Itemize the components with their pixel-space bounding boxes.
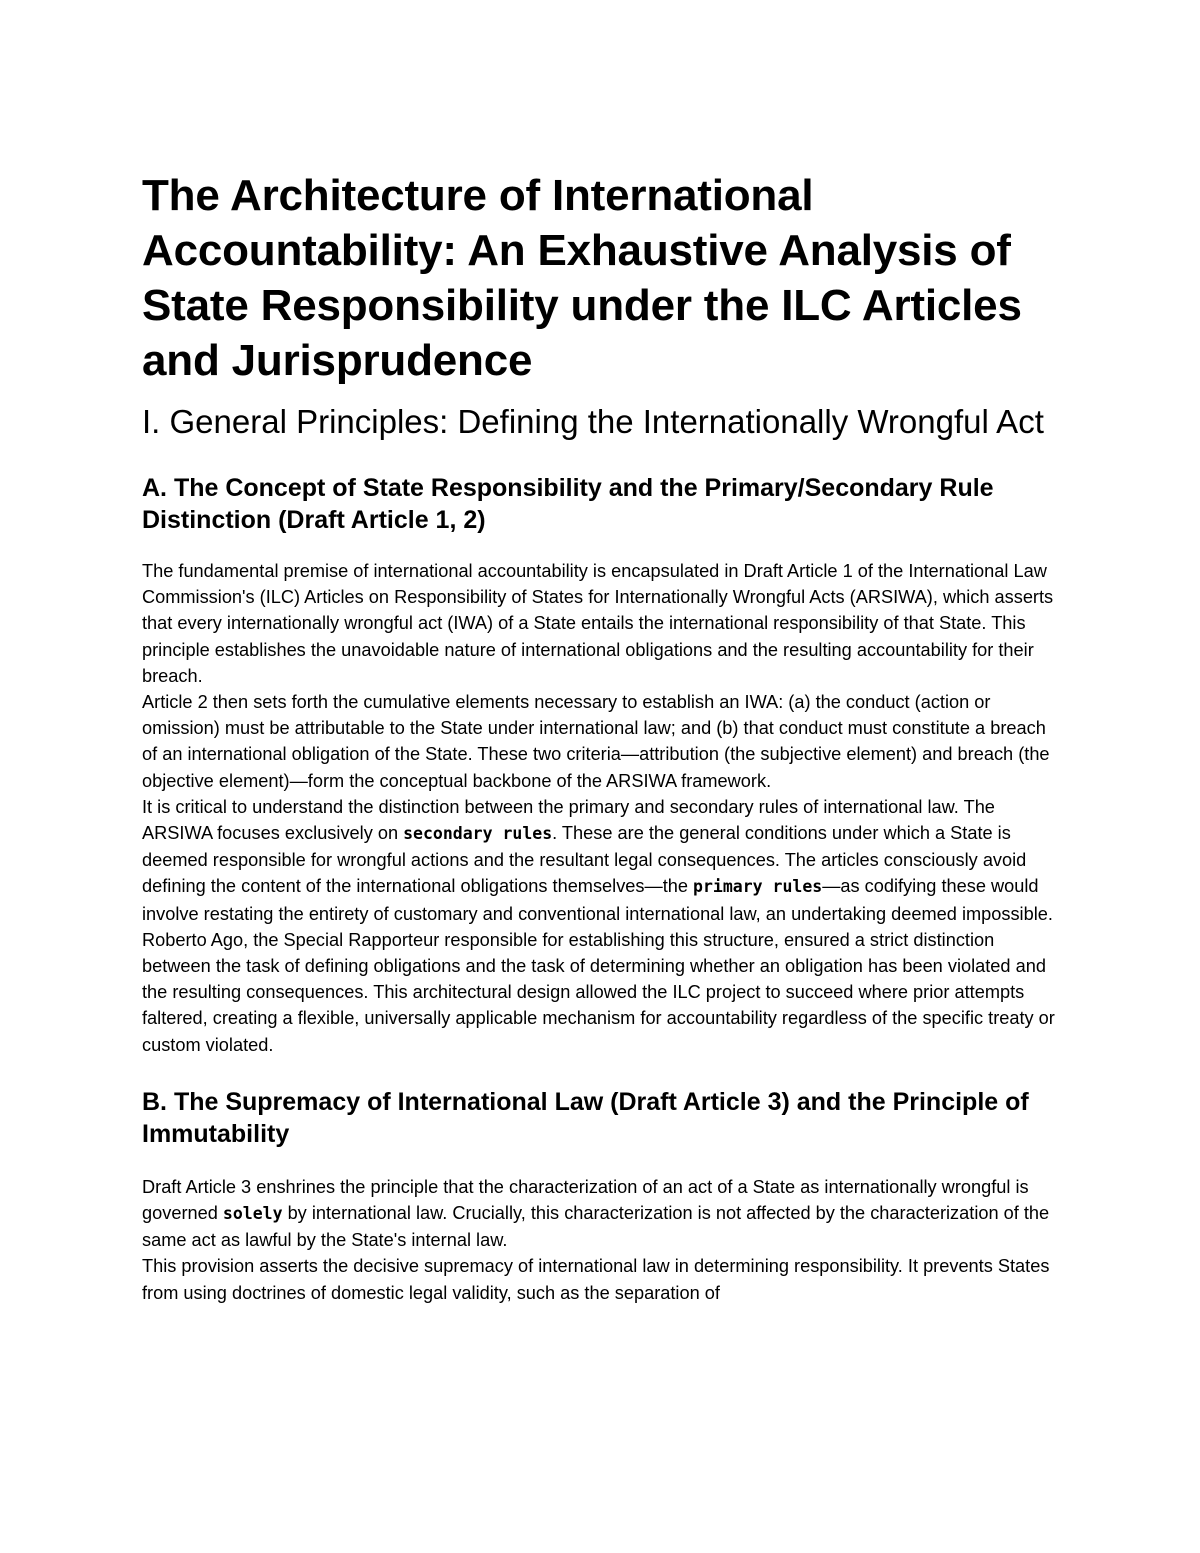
document-title: The Architecture of International Accountability: An Exhaustive Analysis of State Responsibility under the ILC Articles and Jurisprudence (142, 171, 1022, 385)
subsection-heading-a: A. The Concept of State Responsibility and the Primary/Secondary Rule Distinction (Draft Article 1, 2) (142, 474, 994, 534)
paragraph-primary-secondary-rules (142, 794, 1062, 1058)
text-run: It is critical to understand the distinction between the primary and secondary rules of international law. The ARSIWA focuses exclusively on (142, 796, 995, 844)
section-heading-general-principles: I. General Principles: Defining the Internationally Wrongful Act (142, 403, 1044, 440)
paragraph-supremacy: This provision asserts the decisive supremacy of international law in determining responsibility. It prevents States from using doctrines of domestic legal validity, such as the separation of (142, 1256, 1050, 1303)
paragraph-article-1: The fundamental premise of international accountability is encapsulated in Draft Article 1 of the International Law Commission's (ILC) Articles on Responsibility of States for Internationally Wrongful Acts (ARSIWA), which asserts that every internationally wrongful act (IWA) of a State entails the international responsibility of that State. This principle establishes the unavoidable nature of international obligations and the resulting accountability for their breach. (142, 561, 1054, 686)
text-run: Draft Article 3 enshrines the principle that the characterization of an act of a State as internationally wrongful is governed (142, 1176, 1029, 1224)
emphasis-solely: solely (222, 1204, 283, 1224)
emphasis-secondary-rules: secondary rules (403, 824, 553, 844)
subsection-a-body (142, 558, 1062, 1058)
text-run: —as codifying these would involve restating the entirety of customary and conventional international law, an undertaking deemed impossible. Roberto Ago, the Special Rapporteur responsible for establishing this structure, ensured a strict distinction between the task of defining obligations and the task of determining whether an obligation has been violated and the resulting consequences. This architectural design allowed the ILC project to succeed where prior attempts faltered, creating a flexible, universally applicable mechanism for accountability regardless of the specific treaty or custom violated. (142, 876, 1055, 1055)
text-run: . These are the general conditions under which a State is deemed responsible for wrongful actions and the resultant legal consequences. The articles consciously avoid defining the content of the international obligations themselves—the (142, 823, 1027, 897)
paragraph-article-3 (142, 1174, 1062, 1254)
subsection-b-body (142, 1174, 1062, 1306)
emphasis-primary-rules: primary rules (693, 877, 823, 897)
paragraph-article-2: Article 2 then sets forth the cumulative elements necessary to establish an IWA: (a) the conduct (action or omission) must be attributable to the State under international law; and (b) that conduct must constitute a breach of an international obligation of the State. These two criteria—attribution (the subjective element) and breach (the objective element)—form the conceptual backbone of the ARSIWA framework. (142, 692, 1050, 791)
document-content (142, 168, 1062, 1306)
subsection-heading-b: B. The Supremacy of International Law (Draft Article 3) and the Principle of Immutability (142, 1087, 1029, 1148)
text-run: by international law. Crucially, this characterization is not affected by the characterization of the same act as lawful by the State's internal law. (142, 1203, 1050, 1251)
